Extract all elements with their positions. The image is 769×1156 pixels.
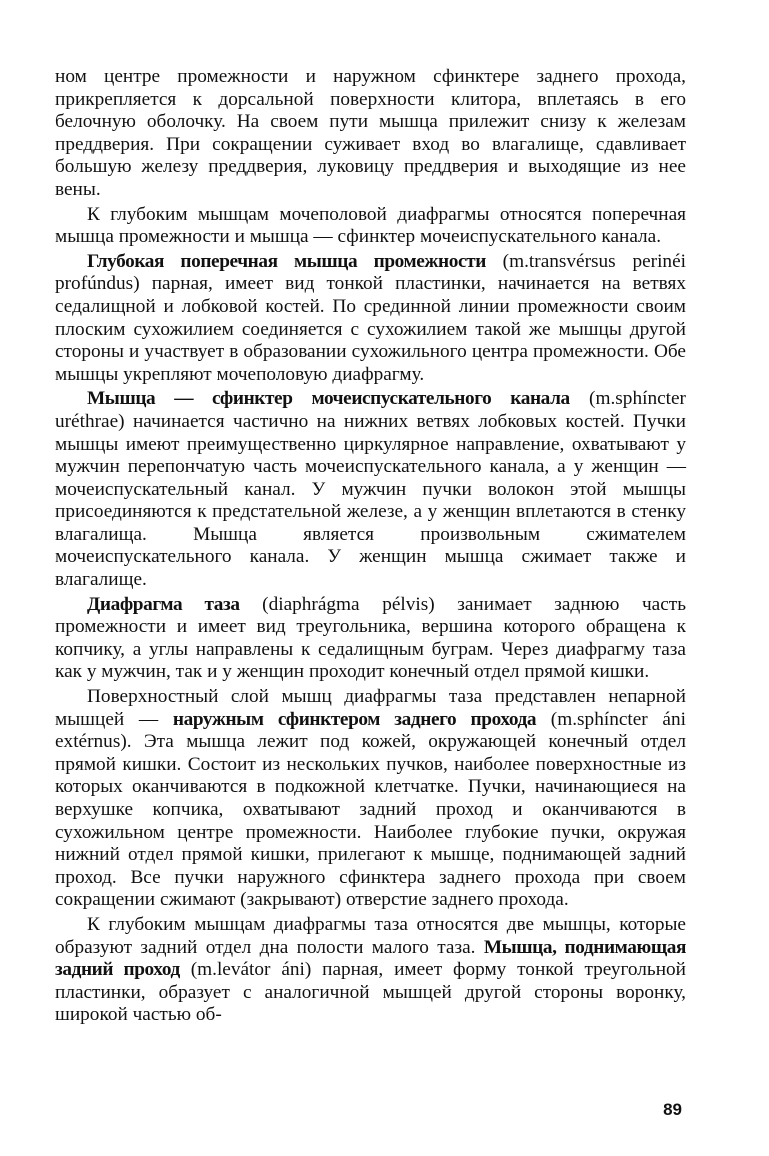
paragraph-2 (55, 204, 686, 249)
paragraph-4 (55, 388, 686, 591)
bold-term: наружным сфинктером заднего прохода (172, 708, 537, 730)
text-run: (m.sphíncter áni extérnus). Эта мышца лежит под кожей, окружающей конечный отдел прямой кишки. Состоит из нескольких пучков, наиболее поверхностные из которых оканчиваются в подкожной клетчатке. Пучки, начинающиеся на верхушке копчика, охватывают задний проход и оканчиваются в сухожильном центре промежности. Наиболее глубокие пучки, окружая нижний отдел прямой кишки, прилегают к мышце, поднимающей задний проход. Все пучки наружного сфинктера заднего прохода при своем сокращении сжимают (закрывают) отверстие заднего прохода. (55, 708, 686, 911)
bold-term: Глубокая поперечная мышца промежности (87, 250, 486, 272)
text-run: ном центре промежности и наружном сфинктере заднего прохода, прикрепляется к дорсальной поверхности клитора, вплетаясь в его белочную оболочку. На своем пути мышца прилежит снизу к железам преддверия. При сокращении суживает вход во влагалище, сдавливает большую железу преддверия, луковицу преддверия и выходящие из нее вены. (55, 66, 686, 200)
text-run: К глубоким мышцам мочеполовой диафрагмы относятся поперечная мышца промежности и мышца — сфинктер мочеиспускательного канала. (55, 203, 686, 248)
paragraph-7 (55, 914, 686, 1027)
text-run: (m.sphíncter uréthrae) начинается частично на нижних ветвях лобковых костей. Пучки мышцы имеют преимущественно циркулярное направление, охватывают у мужчин перепончатую часть мочеиспускательного канала, а у женщин — мочеиспускательный канал. У мужчин пучки волокон этой мышцы присоединяются к предстательной железе, а у женщин вплетаются в стенку влагалища. Мышца является произвольным сжимателем мочеиспускательного канала. У женщин мышца сжимает также и влагалище. (55, 388, 686, 591)
text-run: К глубоким мышцам диафрагмы таза относятся две мышцы, которые образуют задний отдел дна полости малого таза. (55, 913, 686, 958)
text-run: (m.levátor áni) парная, имеет форму тонкой треугольной пластинки, образует с аналогичной мышцей другой стороны воронку, широкой частью об- (55, 959, 686, 1026)
text-run: (diaphrágma pélvis) занимает заднюю часть промежности и имеет вид треугольника, вершина которого обращена к копчику, а углы направлены к седалищным буграм. Через диафрагму таза как у мужчин, так и у женщин проходит конечный отдел прямой кишки. (55, 593, 686, 683)
paragraph-5 (55, 594, 686, 684)
page-number: 89 (663, 1100, 682, 1119)
paragraph-6 (55, 686, 686, 912)
bold-term: Мышца, поднимающая задний проход (55, 936, 686, 981)
paragraph-1 (55, 66, 686, 202)
text-body (55, 66, 686, 1027)
text-run: Поверхностный слой мышц диафрагмы таза представлен непарной мышцей — (55, 686, 686, 730)
text-run: (m.transvérsus perinéi profúndus) парная, имеет вид тонкой пластинки, начинается на ветвях седалищной и лобковой костей. По срединной линии промежности своим плоским сухожилием соединяется с сухожилием такой же мышцы другой стороны и участвует в образовании сухожильного центра промежности. Обе мышцы укрепляют мочеполовую диафрагму. (55, 250, 686, 385)
bold-term: Мышца — сфинктер мочеиспускательного канала (87, 388, 570, 410)
paragraph-3 (55, 251, 686, 387)
bold-term: Диафрагма таза (87, 593, 240, 615)
